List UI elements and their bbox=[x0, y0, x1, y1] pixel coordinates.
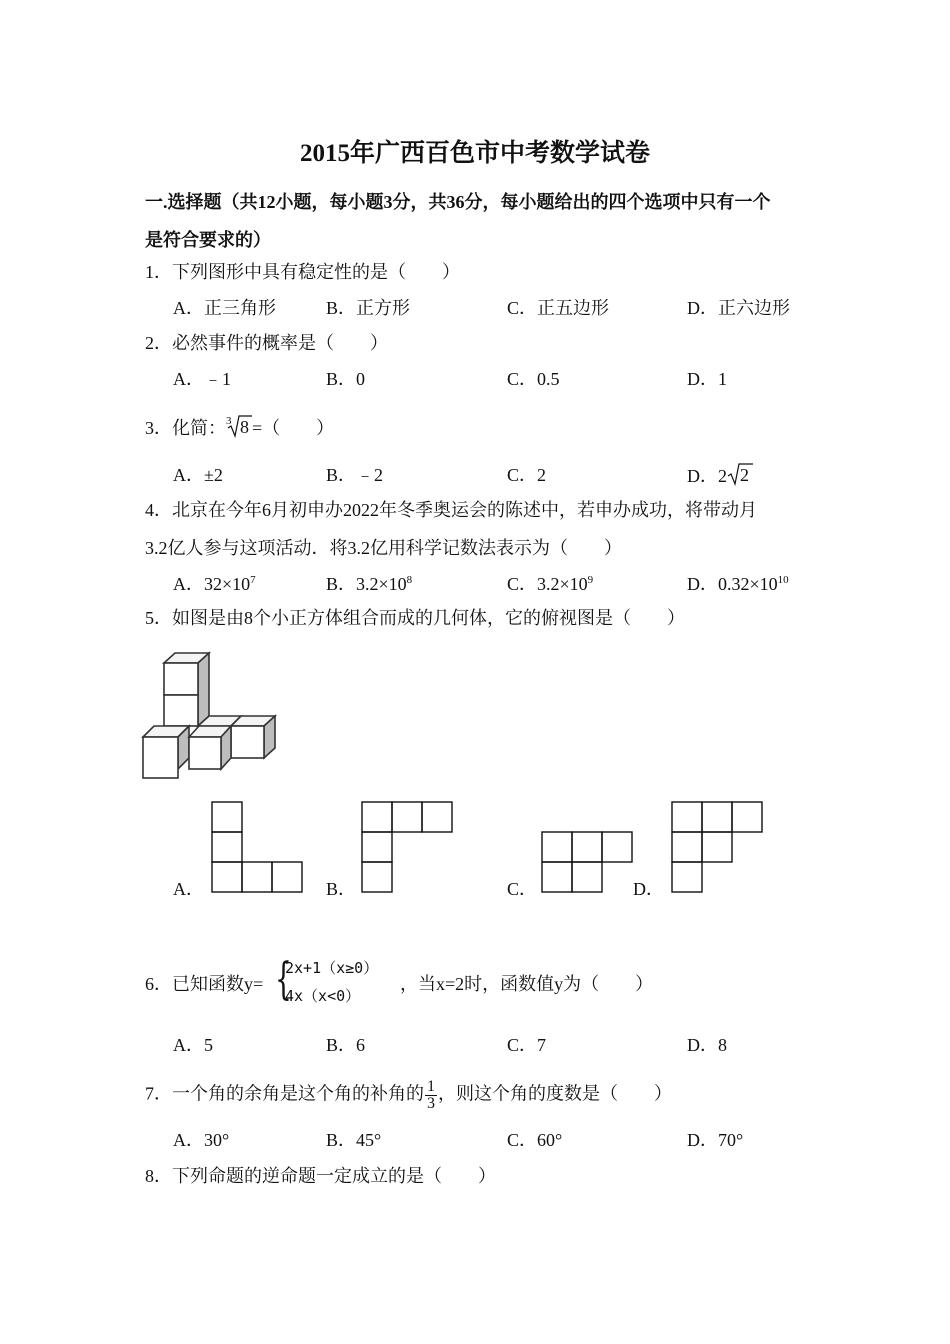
q5-option-d: D． bbox=[633, 879, 664, 899]
q4-a-base: A．32×10 bbox=[173, 574, 251, 594]
q2-option-b: B．0 bbox=[326, 369, 366, 389]
q8-stem: 8．下列命题的逆命题一定成立的是（ ） bbox=[145, 1166, 496, 1186]
q7-stem bbox=[145, 1079, 672, 1112]
q2-option-c: C．0.5 bbox=[507, 369, 560, 389]
q4-stem-line2: 3.2亿人参与这项活动．将3.2亿用科学记数法表示为（ ） bbox=[145, 538, 622, 558]
q6-suffix: ，当x=2时，函数值y为（ ） bbox=[400, 974, 654, 994]
q5-option-a-grid bbox=[210, 800, 305, 895]
q7-option-d: D．70° bbox=[687, 1130, 744, 1150]
section-heading-line1: 一.选择题（共12小题，每小题3分，共36分，每小题给出的四个选项中只有一个 bbox=[145, 192, 771, 212]
q5-option-c-grid bbox=[540, 830, 635, 895]
q6-option-d: D．8 bbox=[687, 1035, 727, 1055]
q3-option-d bbox=[687, 462, 753, 489]
fraction-one-third bbox=[425, 1079, 437, 1112]
q4-b-exp: 8 bbox=[406, 574, 413, 586]
q2-option-a: A．﹣1 bbox=[173, 369, 231, 389]
root-index: 3 bbox=[226, 415, 232, 427]
q4-option-a bbox=[173, 571, 256, 597]
q6-option-c: C．7 bbox=[507, 1035, 547, 1055]
q7-prefix: 7．一个角的余角是这个角的补角的 bbox=[145, 1083, 424, 1104]
brace-icon: { bbox=[275, 954, 292, 1005]
q1-option-d: D．正六边形 bbox=[687, 298, 790, 318]
q3-option-c: C．2 bbox=[507, 465, 547, 485]
q7-option-a: A．30° bbox=[173, 1130, 230, 1150]
q4-c-base: C．3.2×10 bbox=[507, 574, 588, 594]
q5-option-a: A． bbox=[173, 879, 204, 899]
q4-a-exp: 7 bbox=[250, 574, 256, 586]
cube-root-expression bbox=[226, 414, 252, 438]
q4-option-d bbox=[687, 571, 789, 597]
q1-option-c: C．正五边形 bbox=[507, 298, 610, 318]
q4-option-b bbox=[326, 571, 412, 597]
q7-option-b: B．45° bbox=[326, 1130, 382, 1150]
q2-option-d: D．1 bbox=[687, 369, 727, 389]
q1-option-b: B．正方形 bbox=[326, 298, 411, 318]
q4-d-exp: 10 bbox=[777, 574, 789, 586]
q5-option-c: C． bbox=[507, 879, 538, 899]
q4-b-base: B．3.2×10 bbox=[326, 574, 407, 594]
page-title: 2015年广西百色市中考数学试卷 bbox=[299, 140, 650, 167]
sqrt-radicand: 2 bbox=[740, 465, 749, 485]
q2-stem: 2．必然事件的概率是（ ） bbox=[145, 333, 388, 353]
q7-option-c: C．60° bbox=[507, 1130, 563, 1150]
q4-c-exp: 9 bbox=[587, 574, 594, 586]
sqrt-expression bbox=[727, 462, 753, 486]
q3-suffix: =（ ） bbox=[252, 418, 335, 438]
fraction-denominator: 3 bbox=[427, 1095, 435, 1112]
piecewise-case-1: 2x+1（x≥0） bbox=[285, 959, 379, 977]
q3-option-a: A．±2 bbox=[173, 465, 223, 485]
q3-stem bbox=[145, 414, 334, 441]
q6-option-b: B．6 bbox=[326, 1035, 366, 1055]
piecewise-case-2: 4x（x<0） bbox=[285, 987, 361, 1005]
section-heading-line2: 是符合要求的） bbox=[145, 230, 271, 250]
q3-option-b: B．﹣2 bbox=[326, 465, 384, 485]
q5-option-b: B． bbox=[326, 879, 357, 899]
q5-stem: 5．如图是由8个小正方体组合而成的几何体，它的俯视图是（ ） bbox=[145, 608, 685, 628]
q6-prefix: 6．已知函数y= bbox=[145, 974, 264, 994]
q3-prefix: 3．化简： bbox=[145, 418, 226, 438]
q3-option-d-text: D．2 bbox=[687, 466, 727, 486]
radicand: 8 bbox=[240, 417, 249, 437]
cube-solid-figure bbox=[140, 650, 280, 782]
q4-option-c bbox=[507, 571, 593, 597]
q4-stem-line1: 4．北京在今年6月初申办2022年冬季奥运会的陈述中，若申办成功，将带动月 bbox=[145, 500, 757, 520]
q7-suffix: ，则这个角的度数是（ ） bbox=[438, 1083, 672, 1104]
q4-d-base: D．0.32×10 bbox=[687, 574, 778, 594]
q5-option-b-grid bbox=[360, 800, 455, 895]
q6-option-a: A．5 bbox=[173, 1035, 213, 1055]
q1-stem: 1．下列图形中具有稳定性的是（ ） bbox=[145, 262, 460, 282]
q5-option-d-grid bbox=[670, 800, 765, 895]
q1-option-a: A．正三角形 bbox=[173, 298, 276, 318]
fraction-numerator: 1 bbox=[427, 1078, 435, 1095]
